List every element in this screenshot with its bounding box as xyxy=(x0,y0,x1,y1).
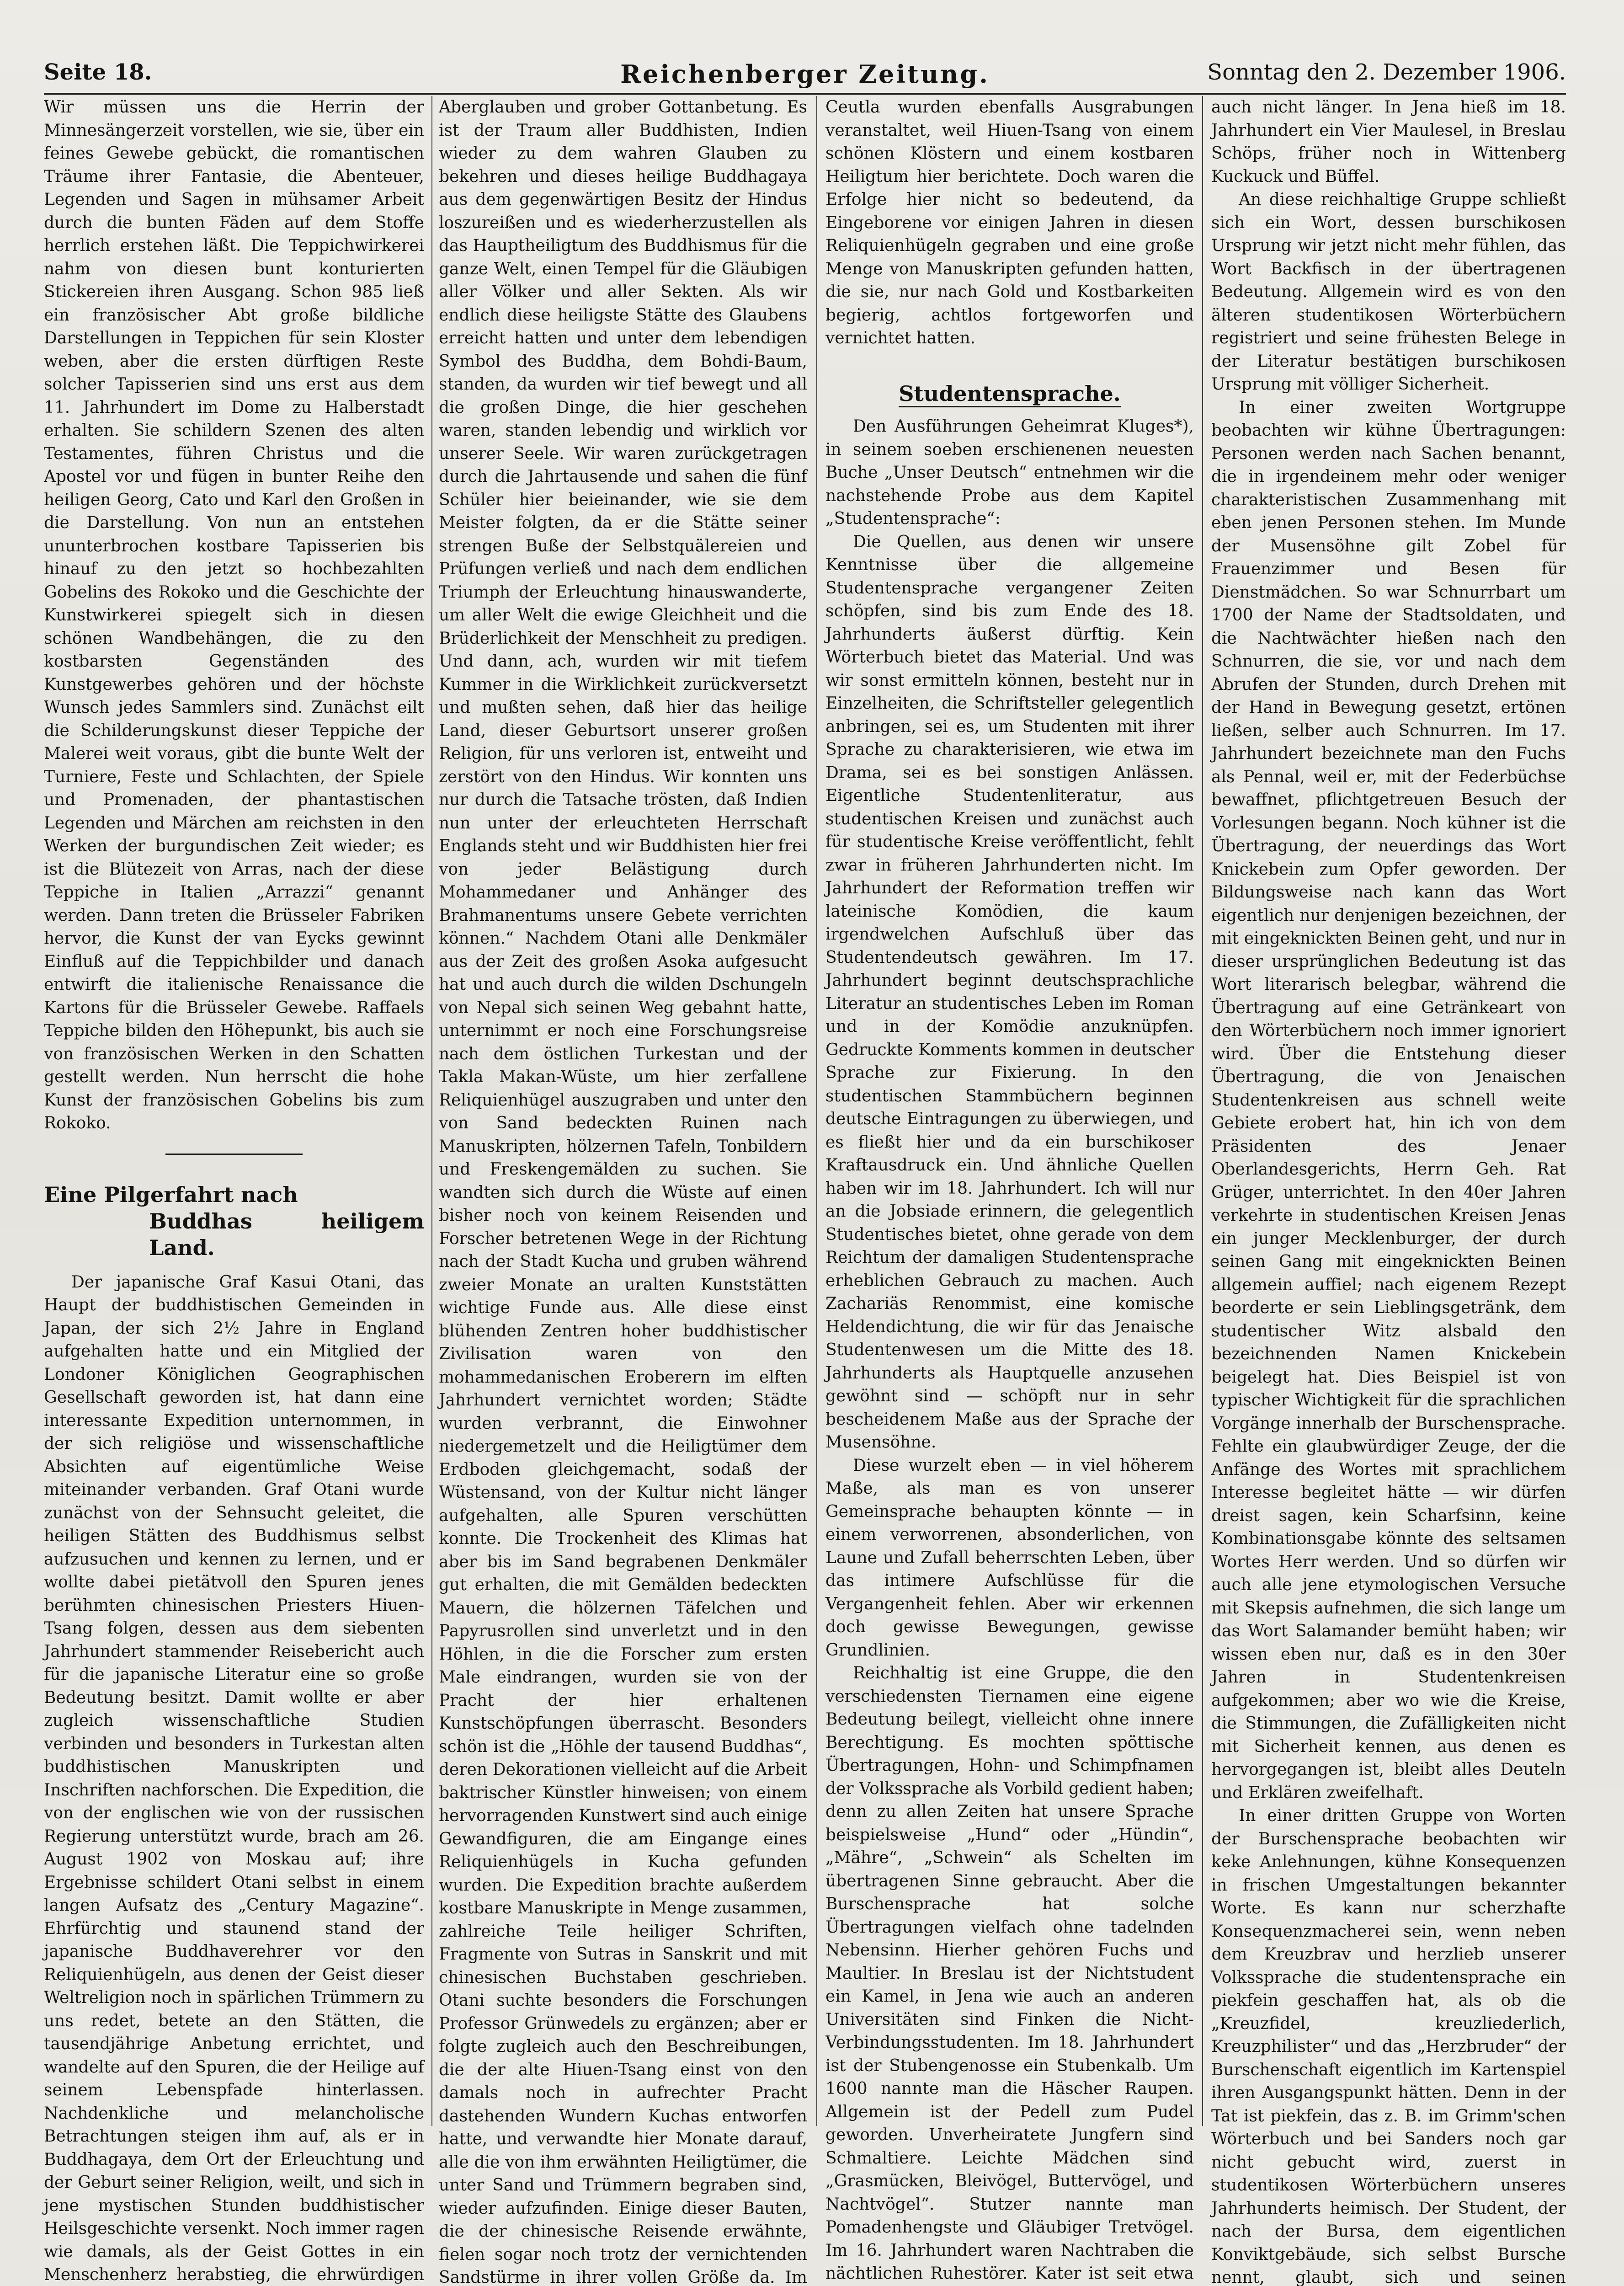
article-paragraph: Den Ausführungen Geheimrat Kluges*), in seinem soeben erschienenen neuesten Buche „Unser Deutsch“ entnehmen wir die nachstehende Probe aus dem Kapitel „Studentensprache“: xyxy=(825,415,1194,531)
article-paragraph: auch nicht länger. In Jena hieß im 18. Jahrhundert ein Vier Maulesel, in Breslau Schöps, früher noch in Wittenberg Kuckuck und Büffel. xyxy=(1211,96,1566,188)
article-paragraph: In einer zweiten Wortgruppe beobachten wir kühne Übertragungen: Personen werden nach Sachen benannt, die in irgendeinem mehr oder weniger charakteristischen Zusammenhang mit eben jenen Personen stehen. Im Munde der Musensöhne gilt Zobel für Frauenzimmer und Besen für Dienstmädchen. So war Schnurrbart um 1700 der Name der Stadtsoldaten, und die Nachtwächter hießen nach den Schnurren, die sie, vor und nach dem Abrufen der Stunden, durch Drehen mit der Hand in Bewegung gesetzt, ertönen ließen, selber auch Schnurren. Im 17. Jahrhundert bezeichnete man den Fuchs als Pennal, weil er, mit der Federbüchse bewaffnet, pflichtgetreuen Besuch der Vorlesungen begann. Noch kühner ist die Übertragung, der neuerdings das Wort Knickebein zum Opfer geworden. Der Bildungsweise nach kann das Wort eigentlich nur denjenigen bezeichnen, der mit eingeknickten Beinen geht, und nur in dieser ursprünglichen Bedeutung ist das Wort literarisch belegbar, während die Übertragung auf eine Getränkeart von den Wörterbüchern noch immer ignoriert wird. Über die Entstehung dieser Übertragung, die von Jenaischen Studentenkreisen aus schnell weite Gebiete erobert hat, hin ich von dem Präsidenten des Jenaer Oberlandesgerichts, Herrn Geh. Rat Grüger, unterrichtet. In den 40er Jahren verkehrte in studentischen Kreisen Jenas ein junger Mecklenburger, der durch seinen Gang mit eingeknickten Beinen allgemein auffiel; nach eigenem Rezept beorderte er sein Lieblingsgetränk, dem studentischer Witz alsbald den bezeichnenden Namen Knickebein beigelegt hat. Dies Beispiel ist von typischer Wichtigkeit für die sprachlichen Vorgänge innerhalb der Burschensprache. Fehlte ein glaubwürdiger Zeuge, der die Anfänge des Wortes mit sprachlichem Interesse begleitet hätte — wir dürfen dreist sagen, kein Scharfsinn, keine Kombinationsgabe könnte des seltsamen Wortes Herr werden. Und so dürfen wir auch alle jene etymologischen Versuche mit Skepsis aufnehmen, die sich lange um das Wort Salamander bemüht haben; wir wissen eben nur, daß es in den 30er Jahren in Studentenkreisen aufgekommen; aber wo wie die Kreise, die Stimmungen, die Zufälligkeiten nicht mit Sicherheit kennen, aus denen es hervorgegangen ist, bleibt alles Deuteln und Erklären zweifelhaft. xyxy=(1211,396,1566,1805)
column-divider xyxy=(431,96,432,2126)
column-divider xyxy=(1202,96,1203,2126)
column-divider xyxy=(816,96,817,2126)
newspaper-title: Reichenberger Zeitung. xyxy=(44,59,1566,89)
headline-line-2: Buddhas heiligem Land. xyxy=(44,1208,424,1261)
article-paragraph: Der japanische Graf Kasui Otani, das Haupt der buddhistischen Gemeinden in Japan, der sich 2½ Jahre in England aufgehalten hatte und ein Mitglied der Londoner Königlichen Geographischen Gesellschaft geworden ist, hat dann eine interessante Expedition unternommen, in der sich religiöse und wissenschaftliche Absichten auf eigentümliche Weise miteinander verbanden. Graf Otani wurde zunächst von der Sehnsucht geleitet, die heiligen Stätten des Buddhismus selbst aufzusuchen und kennen zu lernen, und er wollte dabei pietätvoll den Spuren jenes berühmten chinesischen Priesters Hiuen-Tsang folgen, dessen aus dem siebenten Jahrhundert stammender Reisebericht auch für die japanische Literatur eine so große Bedeutung besitzt. Damit wollte er aber zugleich wissenschaftliche Studien verbinden und besonders in Turkestan alten buddhistischen Manuskripten und Inschriften nachforschen. Die Expedition, die von der englischen wie von der russischen Regierung unterstützt wurde, brach am 26. August 1902 von Moskau auf; ihre Ergebnisse schildert Otani selbst in einem langen Aufsatz des „Century Magazine“. Ehrfürchtig und staunend stand der japanische Buddhaverehrer vor den Reliquienhügeln, aus denen der Geist dieser Weltreligion noch in spärlichen Trümmern zu uns redet, betete an den Stätten, die tausendjährige Anbetung errichtet, und wandelte auf den Spuren, die der Heilige auf seinem Lebenspfade hinterlassen. Nachdenkliche und melancholische Betrachtungen steigen ihm auf, als er in Buddhagaya, dem Ort der Erleuchtung und der Geburt seiner Religion, weilt, und sich in jene mystischen Stunden buddhistischer Heilsgeschichte versenkt. Noch immer ragen wie damals, als der Geist Gottes in ein Menschenherz herabstieg, die ehrwürdigen xyxy=(44,1271,424,2286)
article-paragraph: Die Quellen, aus denen wir unsere Kenntnisse über die allgemeine Studentensprache vergangener Zeiten schöpfen, sind bis zum Ende des 18. Jahrhunderts äußerst dürftig. Kein Wörterbuch bietet das Material. Und was wir sonst ermitteln können, besteht nur in Einzelheiten, die Schriftsteller gelegentlich anbringen, sei es, um Studenten mit ihrer Sprache zu charakterisieren, wie etwa im Drama, sei es bei sonstigen Anlässen. Eigentliche Studentenliteratur, aus studentischen Kreisen und zunächst auch für studentische Kreise veröffentlicht, fehlt zwar in früheren Jahrhunderten nicht. Im Jahrhundert der Reformation treffen wir lateinische Komödien, die kaum irgendwelchen Aufschluß über das Studentendeutsch gewähren. Im 17. Jahrhundert beginnt deutschsprachliche Literatur an studentisches Leben im Roman und in der Komödie anzuknüpfen. Gedruckte Komments kommen in deutscher Sprache zur Fixierung. In den studentischen Stammbüchern beginnen deutsche Eintragungen zu überwiegen, und es fließt hier und da ein burschikoser Kraftausdruck ein. Und ähnliche Quellen haben wir im 18. Jahrhundert. Ich will nur an die Jobsiade erinnern, die gelegentlich Studentisches bietet, ohne gerade von dem Reichtum der damaligen Studentensprache erheblichen Gebrauch zu machen. Auch Zachariäs Renommist, eine komische Heldendichtung, die wir für das Jenaische Studentenwesen um die Mitte des 18. Jahrhunderts als Hauptquelle anzusehen gewöhnt sind — schöpft nur in sehr bescheidenem Maße aus der Sprache der Musensöhne. xyxy=(825,531,1194,1454)
column-4 xyxy=(1211,96,1566,2140)
headline-text: Studentensprache. xyxy=(899,381,1121,407)
article-paragraph: Ceutla wurden ebenfalls Ausgrabungen veranstaltet, weil Hiuen-Tsang von einem schönen Klöstern und einem kostbaren Heiligtum hier berichtete. Doch waren die Erfolge hier nicht so bedeutend, da Eingeborene vor einigen Jahren in diesen Reliquienhügeln gegraben und eine große Menge von Manuskripten gefunden hatten, die sie, nur nach Gold und Kostbarkeiten begierig, achtlos fortgeworfen und vernichtet hatten. xyxy=(825,96,1194,350)
article-paragraph: Diese wurzelt eben — in viel höherem Maße, als man es von unserer Gemeinsprache behaupten könnte — in einem verworrenen, absonderlichen, von Laune und Zufall beherrschten Leben, über das intimere Aufschlüsse für die Vergangenheit fehlen. Aber wir erkennen doch gewisse Bewegungen, gewisse Grundlinien. xyxy=(825,1454,1194,1662)
article-paragraph: Aberglauben und grober Gottanbetung. Es ist der Traum aller Buddhisten, Indien wieder zu dem wahren Glauben zu bekehren und dieses heilige Buddhagaya aus dem gegenwärtigen Besitz der Hindus loszureißen und es wiederherzustellen als das Hauptheiligtum des Buddhismus für die ganze Welt, einen Tempel für die Gläubigen aller Völker und aller Sekten. Als wir endlich diese heiligste Stätte des Glaubens erreicht hatten und unter dem lebendigen Symbol des Buddha, dem Bohdi-Baum, standen, da wurden wir tief bewegt und all die großen Dinge, die hier geschehen waren, standen lebendig und wirklich vor unserer Seele. Wir waren zurückgetragen durch die Jahrtausende und sahen die fünf Schüler hier beieinander, wie sie dem Meister folgten, da er die Stätte seiner strengen Buße der Selbstquälereien und Prüfungen verließ und nach dem endlichen Triumph der Erleuchtung hinauswanderte, um aller Welt die ewige Gleichheit und die Brüderlichkeit der Menschheit zu predigen. Und dann, ach, wurden wir mit tiefem Kummer in die Wirklichkeit zurückversetzt und mußten sehen, daß hier das heilige Land, dieser Geburtsort unserer großen Religion, für uns verloren ist, entweiht und zerstört von den Hindus. Wir konnten uns nur durch die Tatsache trösten, daß Indien nun unter der erleuchteten Herrschaft Englands steht und wir Buddhisten hier frei von jeder Belästigung durch Mohammedaner und Anhänger des Brahmanentums unsere Gebete verrichten können.“ Nachdem Otani alle Denkmäler aus der Zeit des großen Asoka aufgesucht hat und auch durch die wilden Dschungeln von Nepal sich seinen Weg gebahnt hatte, unternimmt er noch eine Forschungsreise nach dem östlichen Turkestan und der Takla Makan-Wüste, um hier zerfallene Reliquienhügel auszugraben und unter den von Sand bedeckten Ruinen nach Manuskripten, hölzernen Tafeln, Tonbildern und Freskengemälden zu suchen. Sie wandten sich durch die Wüste auf einen bisher noch von keinem Reisenden und Forscher betretenen Wege in der Richtung nach der Stadt Kucha und gruben während zweier Monate an uralten Kunststätten wichtige Funde aus. Alle diese einst blühenden Zentren hoher buddhistischer Zivilisation waren von den mohammedanischen Eroberern im elften Jahrhundert vernichtet worden; Städte wurden verbrannt, die Einwohner niedergemetzelt und die Heiligtümer dem Erdboden gleichgemacht, sodaß der Wüstensand, von der Kultur nicht länger aufgehalten, alle Spuren verschütten konnte. Die Trockenheit des Klimas hat aber bis im Sand begrabenen Denkmäler gut erhalten, die mit Gemälden bedeckten Mauern, die hölzernen Täfelchen und Papyrusrollen sind unverletzt und in den Höhlen, in die die Forscher zum ersten Male eindrangen, wurden sie von der Pracht der hier erhaltenen Kunstschöpfungen überrascht. Besonders schön ist die „Höhle der tausend Buddhas“, deren Dekorationen vielleicht auf die Arbeit baktrischer Künstler hinweisen; von einem hervorragenden Kunstwert sind auch einige Gewandfiguren, die am Eingange eines Reliquienhügels in Kucha gefunden wurden. Die Expedition brachte außerdem kostbare Manuskripte in Menge zusammen, zahlreiche Teile heiliger Schriften, Fragmente von Sutras in Sanskrit und mit chinesischen Buchstaben geschrieben. Otani suchte besonders die Forschungen Professor Grünwedels zu ergänzen; aber er folgte zugleich auch den Beschreibungen, die der alte Hiuen-Tsang einst von den damals noch in aufrechter Pracht dastehenden Wundern Kuchas entworfen hatte, und verwandte hier Monate darauf, alle die von ihm erwähnten Heiligtümer, die unter Sand und Trümmern begraben sind, wieder aufzufinden. Einige dieser Bauten, die der chinesische Reisende erwähnte, fielen sogar noch trotz der vernichtenden Sandstürme in ihrer vollen Größe da. Im xyxy=(439,96,807,2286)
column-3 xyxy=(825,96,1194,2140)
column-2 xyxy=(439,96,807,2140)
article-separator xyxy=(165,1154,303,1155)
article-headline xyxy=(825,382,1194,406)
headline-line-1: Eine Pilgerfahrt nach xyxy=(44,1182,298,1207)
article-paragraph: In einer dritten Gruppe von Worten der Burschensprache beobachten wir keke Anlehnungen, kühne Konsequenzen in frischen Umgestaltungen bekannter Worte. Es kann nur scherzhafte Konsequenzmacherei sein, wenn neben dem Kreuzbrav und herzlieb unserer Volkssprache die studentensprache ein piekfein geschaffen hat, als ob die „Kreuzfidel, kreuzliederlich, Kreuzphilister“ und das „Herzbruder“ der Burschenschaft eigentlich im Kartenspiel ihren Ausgangspunkt hätten. Denn in der Tat ist piekfein, das z. B. im Grimm'schen Wörterbuch und bei Sanders noch gar nicht gebucht wird, zuerst in studentikosen Wörterbüchern unseres Jahrhunderts heimisch. Der Student, der nach der Bursa, dem eigentlichen Konviktgebäude, sich selbst Bursche nennt, glaubt, sich und seinen xyxy=(1211,1805,1566,2286)
page-number: Seite 18. xyxy=(44,59,152,85)
issue-date: Sonntag den 2. Dezember 1906. xyxy=(1207,59,1566,85)
article-headline xyxy=(44,1181,424,1261)
masthead-rule xyxy=(44,93,1566,95)
article-paragraph: Wir müssen uns die Herrin der Minnesängerzeit vorstellen, wie sie, über ein feines Gewebe gebückt, die romantischen Träume ihrer Fantasie, die Abenteuer, Legenden und Sagen in mühsamer Arbeit durch die bunten Fäden auf dem Stoffe herrlich erstehen läßt. Die Teppichwirkerei nahm von diesen bunt konturierten Stickereien ihren Ausgang. Schon 985 ließ ein französischer Abt große bildliche Darstellungen in Teppichen für sein Kloster weben, aber die ersten dürftigen Reste solcher Tapisserien sind uns erst aus dem 11. Jahrhundert im Dome zu Halberstadt erhalten. Sie schildern Szenen des alten Testamentes, führen Christus und die Apostel vor und fügen in bunter Reihe den heiligen Georg, Cato und Karl den Großen in die Darstellung. Von nun an entstehen ununterbrochen kostbare Tapisserien bis hinauf zu den jetzt so hochbezahlten Gobelins des Rokoko und die Geschichte der Kunstwirkerei spiegelt sich in diesen schönen Wandbehängen, die zu den kostbarsten Gegenständen des Kunstgewerbes gehören und der höchste Wunsch jedes Sammlers sind. Zunächst eilt die Schilderungskunst dieser Teppiche der Malerei weit voraus, gibt die bunte Welt der Turniere, Feste und Schlachten, der Spiele und Promenaden, der phantastischen Legenden und Märchen am reichsten in den Werken der burgundischen Zeit wieder; es ist die Blütezeit von Arras, nach der diese Teppiche in Italien „Arrazzi“ genannt werden. Dann treten die Brüsseler Fabriken hervor, die Kunst der van Eycks gewinnt Einfluß auf die Teppichbilder und danach entwirft die italienische Renaissance die Kartons für die Brüsseler Gewebe. Raffaels Teppiche bilden den Höhepunkt, bis auch sie von französischen Werken in den Schatten gestellt werden. Nun herrscht die hohe Kunst der französischen Gobelins bis zum Rokoko. xyxy=(44,96,424,1135)
column-1 xyxy=(44,96,424,2140)
article-paragraph: An diese reichhaltige Gruppe schließt sich ein Wort, dessen burschikosen Ursprung wir jetzt nicht mehr fühlen, das Wort Backfisch in der übertragenen Bedeutung. Allgemein wird es von den älteren studentikosen Wörterbüchern registriert und seine frühesten Belege in der Literatur bestätigen burschikosen Ursprung mit völliger Sicherheit. xyxy=(1211,188,1566,396)
article-paragraph: Reichhaltig ist eine Gruppe, die den verschiedensten Tiernamen eine eigene Bedeutung beilegt, vielleicht ohne innere Berechtigung. Es mochten spöttische Übertragungen, Hohn- und Schimpfnamen der Volkssprache als Vorbild gedient haben; denn zu allen Zeiten hat unsere Sprache beispielsweise „Hund“ oder „Hündin“, „Mähre“, „Schwein“ als Schelten im übertragenen Sinne gebraucht. Aber die Burschensprache hat solche Übertragungen vielfach ohne tadelnden Nebensinn. Hierher gehören Fuchs und Maultier. In Breslau ist der Nichtstudent ein Kamel, in Jena wie auch an anderen Universitäten sind Finken die Nicht-Verbindungsstudenten. Im 18. Jahrhundert ist der Stubengenosse ein Stubenkalb. Um 1600 nannte man die Häscher Raupen. Allgemein ist der Pedell zum Pudel geworden. Unverheiratete Jungfern sind Schmaltiere. Leichte Mädchen sind „Grasmücken, Bleivögel, Buttervögel, und Nachtvögel“. Stutzer nannte man Pomadenhengste und Gläubiger Tretvögel. Im 16. Jahrhundert waren Nachtraben die nächtlichen Ruhestörer. Kater ist seit etwa xyxy=(825,1662,1194,2286)
